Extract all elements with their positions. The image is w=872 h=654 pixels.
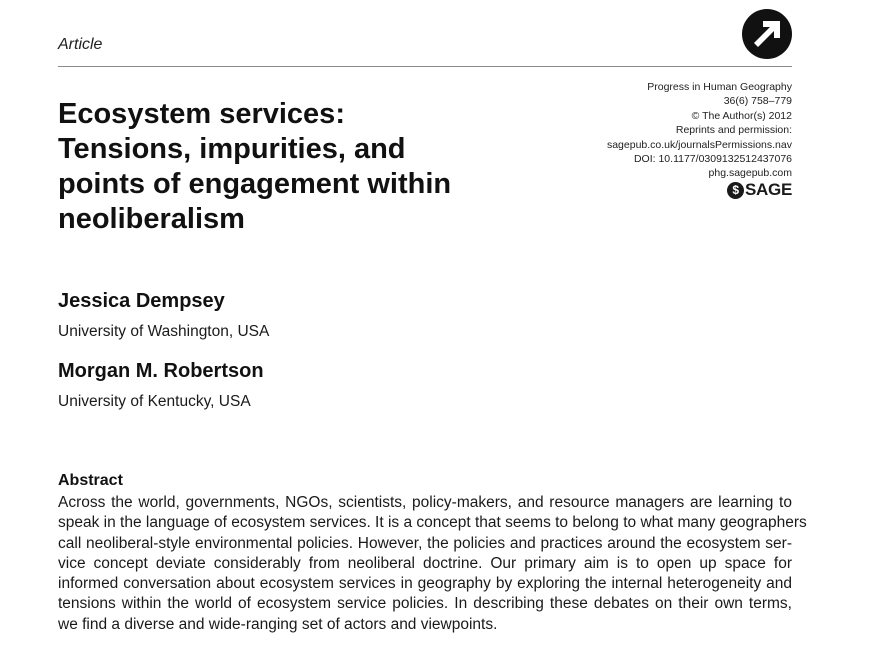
publisher-logo (727, 182, 792, 199)
abstract-body (58, 493, 807, 635)
reprints-label: Reprints and permission: (675, 124, 792, 137)
title-line: Tensions, impurities, and (58, 133, 406, 165)
doi[interactable]: DOI: 10.1177/0309132512437076 (633, 153, 792, 166)
journal-site-link[interactable]: phg.sagepub.com (708, 167, 792, 180)
author-affiliation: University of Washington, USA (58, 323, 270, 340)
author-name: Jessica Dempsey (58, 290, 225, 312)
permissions-link[interactable]: sagepub.co.uk/journalsPermissions.nav (606, 138, 792, 151)
arrow-circle-logo-icon (741, 8, 793, 60)
abstract-line: speak in the language of ecosystem services. It is a concept that seems to belong to what many geographers (58, 514, 807, 532)
abstract-line: call neoliberal-style environmental policies. However, the policies and practices around the ecosystem ser- (58, 534, 792, 552)
article-type-label: Article (58, 36, 103, 53)
abstract-line: tensions within the world of ecosystem service policies. In describing these debates on their own terms, (58, 595, 792, 613)
journal-metadata (532, 80, 792, 199)
journal-name: Progress in Human Geography (647, 81, 792, 93)
abstract-line: informed conversation about ecosystem services in geography by exploring the internal heterogeneity and (58, 575, 792, 593)
abstract-line: Across the world, governments, NGOs, scientists, policy-makers, and resource managers are learning to (58, 494, 792, 511)
copyright-notice: © The Author(s) 2012 (691, 109, 792, 122)
author-name: Morgan M. Robertson (58, 360, 264, 382)
journal-volume: 36(6) 758–779 (723, 95, 792, 108)
title-line: neoliberalism (58, 203, 245, 235)
header-divider (58, 66, 792, 67)
abstract-line: vice concept deviate considerably from neoliberal doctrine. Our primary aim is to open up space for (58, 554, 792, 572)
sage-logo-icon: $ (727, 182, 744, 199)
publisher-name: SAGE (745, 180, 792, 200)
title-line: Ecosystem services: (58, 98, 345, 130)
title-line: points of engagement within (58, 168, 452, 200)
article-title (58, 97, 538, 237)
abstract-line: we find a diverse and wide-ranging set of actors and viewpoints. (58, 615, 498, 633)
author-affiliation: University of Kentucky, USA (58, 393, 251, 410)
abstract-heading: Abstract (58, 472, 123, 489)
